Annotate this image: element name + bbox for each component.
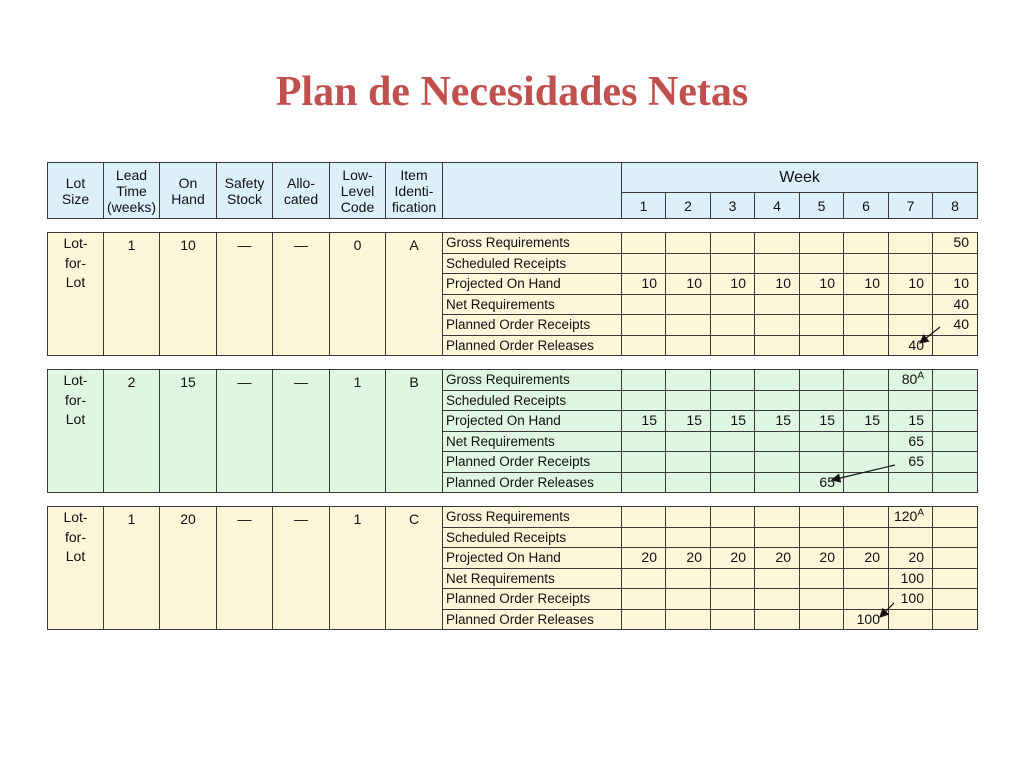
page-title: Plan de Necesidades Netas <box>275 69 749 115</box>
cell: 20 <box>844 548 889 569</box>
cell: 100 <box>889 589 933 610</box>
lead-time: 1 <box>104 507 160 630</box>
cell: 10 <box>800 274 844 295</box>
row-label: Planned Order Releases <box>443 472 622 493</box>
cell: 20 <box>622 548 666 569</box>
row-label: Scheduled Receipts <box>443 390 622 411</box>
lot-size: Lot- for- Lot <box>48 233 104 356</box>
cell: 10 <box>844 274 889 295</box>
on-hand: 20 <box>160 507 217 630</box>
item: A <box>386 233 443 356</box>
cell: 20 <box>889 548 933 569</box>
arrow-c-receipt-to-release <box>880 603 894 617</box>
on-hand: 15 <box>160 370 217 493</box>
row-label: Net Requirements <box>443 294 622 315</box>
week-number: 6 <box>844 193 889 219</box>
allocated: — <box>273 507 330 630</box>
row-label: Planned Order Releases <box>443 609 622 630</box>
header-col-2: On Hand <box>160 163 217 219</box>
cell: 20 <box>755 548 800 569</box>
row-label: Planned Order Receipts <box>443 315 622 336</box>
cell: 10 <box>889 274 933 295</box>
cell: 10 <box>622 274 666 295</box>
cell: $80^A$ <box>889 370 933 391</box>
header-col-5: Low- Level Code <box>330 163 386 219</box>
lead-time: 2 <box>104 370 160 493</box>
cell: 65 <box>800 472 844 493</box>
row-label: Gross Requirements <box>443 233 622 254</box>
cell: 15 <box>622 411 666 432</box>
week-number: 1 <box>622 193 666 219</box>
week-number: 3 <box>711 193 755 219</box>
safety-stock: — <box>217 233 273 356</box>
week-number: 4 <box>755 193 800 219</box>
row-label: Projected On Hand <box>443 411 622 432</box>
cell: 10 <box>711 274 755 295</box>
week-number: 2 <box>666 193 711 219</box>
cell: 100 <box>889 568 933 589</box>
row-label: Net Requirements <box>443 568 622 589</box>
cell: 10 <box>933 274 978 295</box>
cell: 65 <box>889 431 933 452</box>
row-label: Planned Order Releases <box>443 335 622 356</box>
week-label: Week <box>622 163 978 193</box>
allocated: — <box>273 370 330 493</box>
row-label: Net Requirements <box>443 431 622 452</box>
row-label: Scheduled Receipts <box>443 527 622 548</box>
cell: 20 <box>666 548 711 569</box>
header-col-1: Lead Time (weeks) <box>104 163 160 219</box>
header-col-6: Item Identi- fication <box>386 163 443 219</box>
row-label: Gross Requirements <box>443 507 622 528</box>
header-col-4: Allo- cated <box>273 163 330 219</box>
safety-stock: — <box>217 507 273 630</box>
cell: 15 <box>889 411 933 432</box>
row-label: Scheduled Receipts <box>443 253 622 274</box>
low-level-code: 1 <box>330 370 386 493</box>
cell: 40 <box>933 315 978 336</box>
cell: 10 <box>666 274 711 295</box>
row-label: Planned Order Receipts <box>443 452 622 473</box>
cell: 20 <box>711 548 755 569</box>
lead-time: 1 <box>104 233 160 356</box>
item: B <box>386 370 443 493</box>
arrow-a-receipt-to-release <box>920 327 940 343</box>
cell: 15 <box>666 411 711 432</box>
allocated: — <box>273 233 330 356</box>
cell: 50 <box>933 233 978 254</box>
low-level-code: 0 <box>330 233 386 356</box>
cell: 100 <box>844 609 889 630</box>
row-label: Projected On Hand <box>443 274 622 295</box>
cell: 15 <box>800 411 844 432</box>
cell: 15 <box>755 411 800 432</box>
cell: 20 <box>800 548 844 569</box>
lot-size: Lot- for- Lot <box>48 370 104 493</box>
cell: $120^A$ <box>889 507 933 528</box>
low-level-code: 1 <box>330 507 386 630</box>
cell: 15 <box>844 411 889 432</box>
on-hand: 10 <box>160 233 217 356</box>
safety-stock: — <box>217 370 273 493</box>
arrow-b-receipt-to-release <box>832 465 895 480</box>
row-label: Planned Order Receipts <box>443 589 622 610</box>
gross-superscript: A <box>917 507 924 519</box>
cell: 40 <box>889 335 933 356</box>
item: C <box>386 507 443 630</box>
row-label: Gross Requirements <box>443 370 622 391</box>
cell: 65 <box>889 452 933 473</box>
row-label: Projected On Hand <box>443 548 622 569</box>
lot-size: Lot- for- Lot <box>48 507 104 630</box>
cell: 15 <box>711 411 755 432</box>
cell: 10 <box>755 274 800 295</box>
cell: 40 <box>933 294 978 315</box>
week-number: 5 <box>800 193 844 219</box>
gross-superscript: A <box>917 370 924 382</box>
week-number: 7 <box>889 193 933 219</box>
header-col-3: Safety Stock <box>217 163 273 219</box>
header-col-0: Lot Size <box>48 163 104 219</box>
week-number: 8 <box>933 193 978 219</box>
